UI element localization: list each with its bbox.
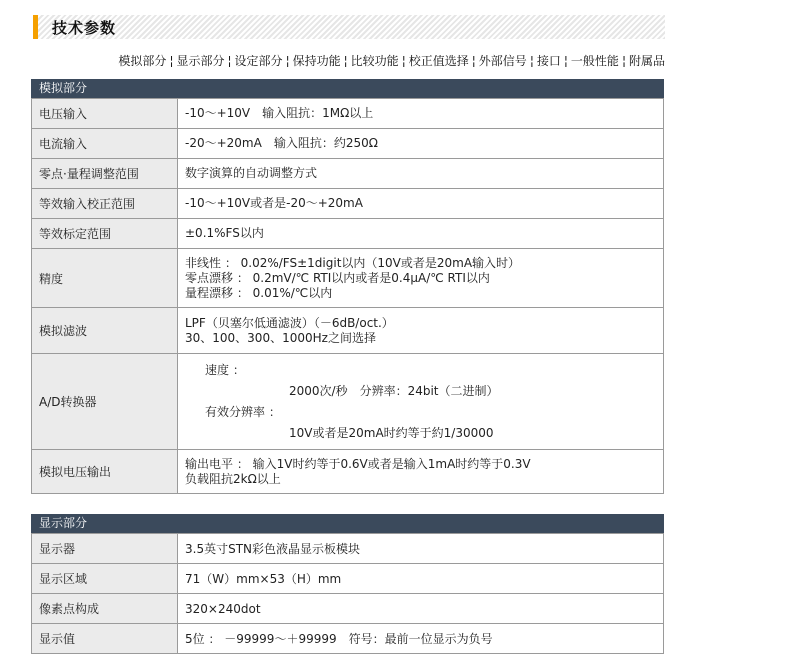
- nav-link-hold[interactable]: 保持功能: [292, 54, 341, 68]
- row-value: LPF（贝塞尔低通滤波）（－6dB/oct.） 30、100、300、1000Hz之间选择: [178, 308, 664, 354]
- nav-link-display[interactable]: 显示部分: [176, 54, 225, 68]
- analog-section: [31, 79, 664, 494]
- row-label: 显示区域: [32, 564, 178, 594]
- row-label: 模拟电压输出: [32, 450, 178, 494]
- table-row: [32, 308, 664, 354]
- nav-separator: ¦: [563, 54, 568, 68]
- display-section: [31, 514, 664, 654]
- table-row: [32, 594, 664, 624]
- row-value: 3.5英寸STN彩色液晶显示板模块: [178, 534, 664, 564]
- table-row: [32, 249, 664, 308]
- row-label: 显示值: [32, 624, 178, 654]
- table-row: [32, 129, 664, 159]
- nav-separator: ¦: [621, 54, 626, 68]
- table-row: [32, 534, 664, 564]
- nav-link-general[interactable]: 一般性能: [570, 54, 619, 68]
- nav-separator: ¦: [471, 54, 476, 68]
- display-section-title: 显示部分: [31, 514, 664, 533]
- row-label: 像素点构成: [32, 594, 178, 624]
- analog-spec-table: [31, 98, 664, 494]
- row-label: 电压输入: [32, 99, 178, 129]
- row-label: 零点·量程调整范围: [32, 159, 178, 189]
- nav-separator: ¦: [169, 54, 174, 68]
- row-value: 320×240dot: [178, 594, 664, 624]
- row-value: -10～+10V 输入阻抗：1MΩ以上: [178, 99, 664, 129]
- page-title: 技术参数: [52, 19, 117, 37]
- row-label: A/D转换器: [32, 354, 178, 450]
- analog-section-title: 模拟部分: [31, 79, 664, 98]
- nav-link-interface[interactable]: 接口: [536, 54, 561, 68]
- nav-separator: ¦: [343, 54, 348, 68]
- nav-link-external-signal[interactable]: 外部信号: [478, 54, 527, 68]
- nav-separator: ¦: [529, 54, 534, 68]
- display-spec-table: [31, 533, 664, 654]
- table-row: [32, 189, 664, 219]
- row-value: 71（W）mm×53（H）mm: [178, 564, 664, 594]
- table-row: [32, 624, 664, 654]
- nav-link-setting[interactable]: 设定部分: [234, 54, 283, 68]
- header-accent-bar: [33, 15, 38, 39]
- table-row: [32, 219, 664, 249]
- row-value: 5位 ： －99999～＋99999 符号：最前一位显示为负号: [178, 624, 664, 654]
- row-value: 非线性 ： 0.02%/FS±1digit以内（10V或者是20mA输入时） 零点漂移 ： 0.2mV/℃ RTI以内或者是0.4μA/℃ RTI以内 量程漂移 ： 0.01%/℃以内: [178, 249, 664, 308]
- nav-separator: ¦: [227, 54, 232, 68]
- nav-link-analog[interactable]: 模拟部分: [118, 54, 167, 68]
- row-label: 模拟滤波: [32, 308, 178, 354]
- table-row: [32, 159, 664, 189]
- row-value: 数字演算的自动调整方式: [178, 159, 664, 189]
- nav-separator: ¦: [285, 54, 290, 68]
- row-label: 等效输入校正范围: [32, 189, 178, 219]
- row-label: 等效标定范围: [32, 219, 178, 249]
- row-value: -10～+10V或者是-20～+20mA: [178, 189, 664, 219]
- nav-link-compare[interactable]: 比较功能: [350, 54, 399, 68]
- table-row: [32, 564, 664, 594]
- nav-link-accessories[interactable]: 附属品: [628, 54, 665, 68]
- row-label: 电流输入: [32, 129, 178, 159]
- row-value: ±0.1%FS以内: [178, 219, 664, 249]
- row-value: 速度 ： 2000次/秒 分辨率：24bit（二进制） 有效分辨率 ： 10V或者是20mA时约等于約1/30000: [178, 354, 664, 450]
- table-row: [32, 99, 664, 129]
- section-header: [33, 15, 665, 39]
- row-label: 显示器: [32, 534, 178, 564]
- section-nav: [118, 52, 665, 69]
- table-row: [32, 450, 664, 494]
- row-label: 精度: [32, 249, 178, 308]
- row-value: -20～+20mA 输入阻抗：约250Ω: [178, 129, 664, 159]
- nav-separator: ¦: [401, 54, 406, 68]
- nav-link-calibration[interactable]: 校正值选择: [408, 54, 469, 68]
- row-value: 输出电平 ： 输入1V时约等于0.6V或者是输入1mA时约等于0.3V 负载阻抗2kΩ以上: [178, 450, 664, 494]
- table-row: [32, 354, 664, 450]
